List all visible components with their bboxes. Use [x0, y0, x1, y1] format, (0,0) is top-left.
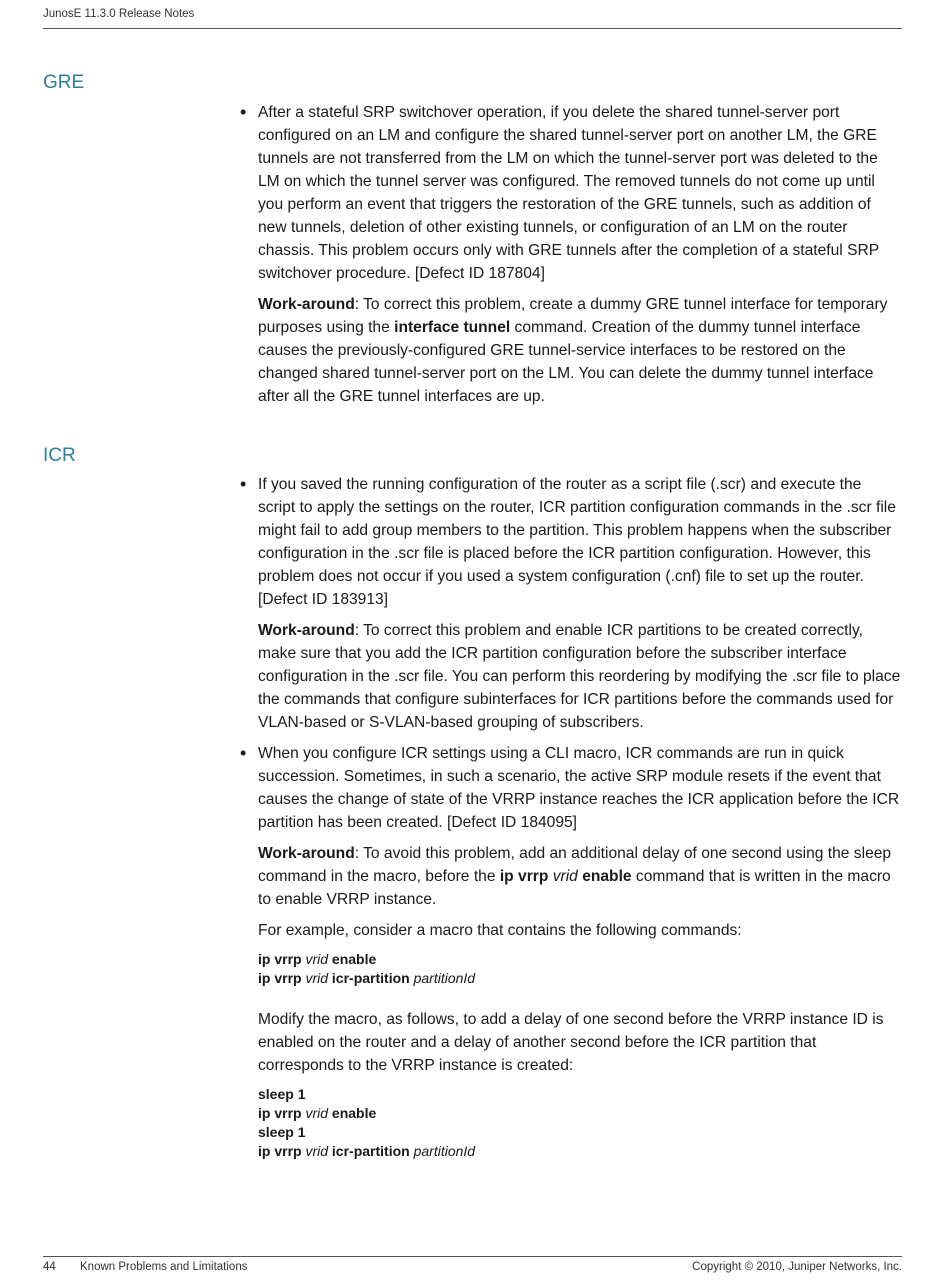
code-line-vrrp-enable: ip vrrp vrid enable: [258, 951, 377, 967]
page-header: [43, 6, 902, 29]
code-line-vrrp-enable: ip vrrp vrid enable: [258, 1105, 377, 1121]
code-line-icr-partition: ip vrrp vrid icr-partition partitionId: [258, 970, 476, 986]
workaround-label: Work-around: [258, 296, 355, 313]
section-title-gre: GRE: [43, 72, 85, 93]
page-number: 44: [43, 1261, 56, 1273]
workaround-label: Work-around: [258, 622, 355, 639]
code-block-modified: [258, 1085, 902, 1161]
section-title-icr: ICR: [43, 445, 76, 466]
icr-workaround-1: Work-around: To correct this problem and enable ICR partitions to be created correctly, make sure that you add the ICR partition configuration before the subscriber interface configuration in the .scr file. You can perform this reordering by modifying the .scr file to place the commands that configure subinterfaces for ICR partitions before the commands used for VLAN-based or S-VLAN-based grouping of subscribers.: [258, 622, 901, 731]
icr-section-content: [258, 473, 902, 1181]
page-footer: [43, 1256, 902, 1273]
code-block-original: [258, 950, 902, 988]
header-title: JunosE 11.3.0 Release Notes: [43, 8, 195, 20]
gre-defect-187804: • After a stateful SRP switchover operation, if you delete the shared tunnel-server port configured on an LM and configure the shared tunnel-server port on another LM, the GRE tunnels are not transferred from the LM on which the tunnel-server port was deleted to the LM on which the tunnel server was configured. The removed tunnels do not come up until you perform an event that triggers the restoration of the GRE tunnels, such as addition of new tunnels, deletion of other existing tunnels, or configuration of an LM on the router chassis. This problem occurs only with GRE tunnels after the completion of a stateful SRP switchover procedure. [Defect ID 187804]: [258, 101, 902, 285]
icr-workaround-2: Work-around: To avoid this problem, add an additional delay of one second using the sleep command in the macro, before the ip vrrp vrid enable command that is written in the macro to enable VRRP instance.: [258, 845, 892, 908]
copyright: Copyright © 2010, Juniper Networks, Inc.: [692, 1261, 902, 1273]
chapter-title: Known Problems and Limitations: [80, 1261, 248, 1273]
gre-section-content: [258, 101, 902, 416]
workaround-label: Work-around: [258, 845, 355, 862]
modify-intro: Modify the macro, as follows, to add a delay of one second before the VRRP instance ID is enabled on the router and a delay of another second before the ICR partition that corresponds to the VRRP instance is created:: [258, 1011, 884, 1074]
icr-defect-183913: • If you saved the running configuration of the router as a script file (.scr) and execute the script to apply the settings on the router, ICR partition configuration commands in the .scr file might fail to add group members to the partition. This problem happens when the subscriber configuration in the .scr file is placed before the ICR partition configuration. However, this problem does not occur if you used a system configuration (.cnf) file to set up the router. [Defect ID 183913]: [258, 473, 902, 611]
code-line-sleep: sleep 1: [258, 1086, 306, 1102]
icr-defect-184095: • When you configure ICR settings using a CLI macro, ICR commands are run in quick succession. Sometimes, in such a scenario, the active SRP module resets if the event that causes the change of state of the VRRP instance reaches the ICR application before the ICR partition has been created. [Defect ID 184095]: [258, 742, 902, 834]
example-intro: For example, consider a macro that contains the following commands:: [258, 922, 742, 939]
code-line-icr-partition: ip vrrp vrid icr-partition partitionId: [258, 1143, 476, 1159]
gre-workaround: Work-around: To correct this problem, create a dummy GRE tunnel interface for temporary purposes using the interface tunnel command. Creation of the dummy tunnel interface causes the previously-configured GRE tunnel-service interfaces to be restored on the changed shared tunnel-server port on the LM. You can delete the dummy tunnel interface after all the GRE tunnel interfaces are up.: [258, 296, 888, 405]
code-line-sleep: sleep 1: [258, 1124, 306, 1140]
command-interface-tunnel: interface tunnel: [394, 319, 511, 336]
